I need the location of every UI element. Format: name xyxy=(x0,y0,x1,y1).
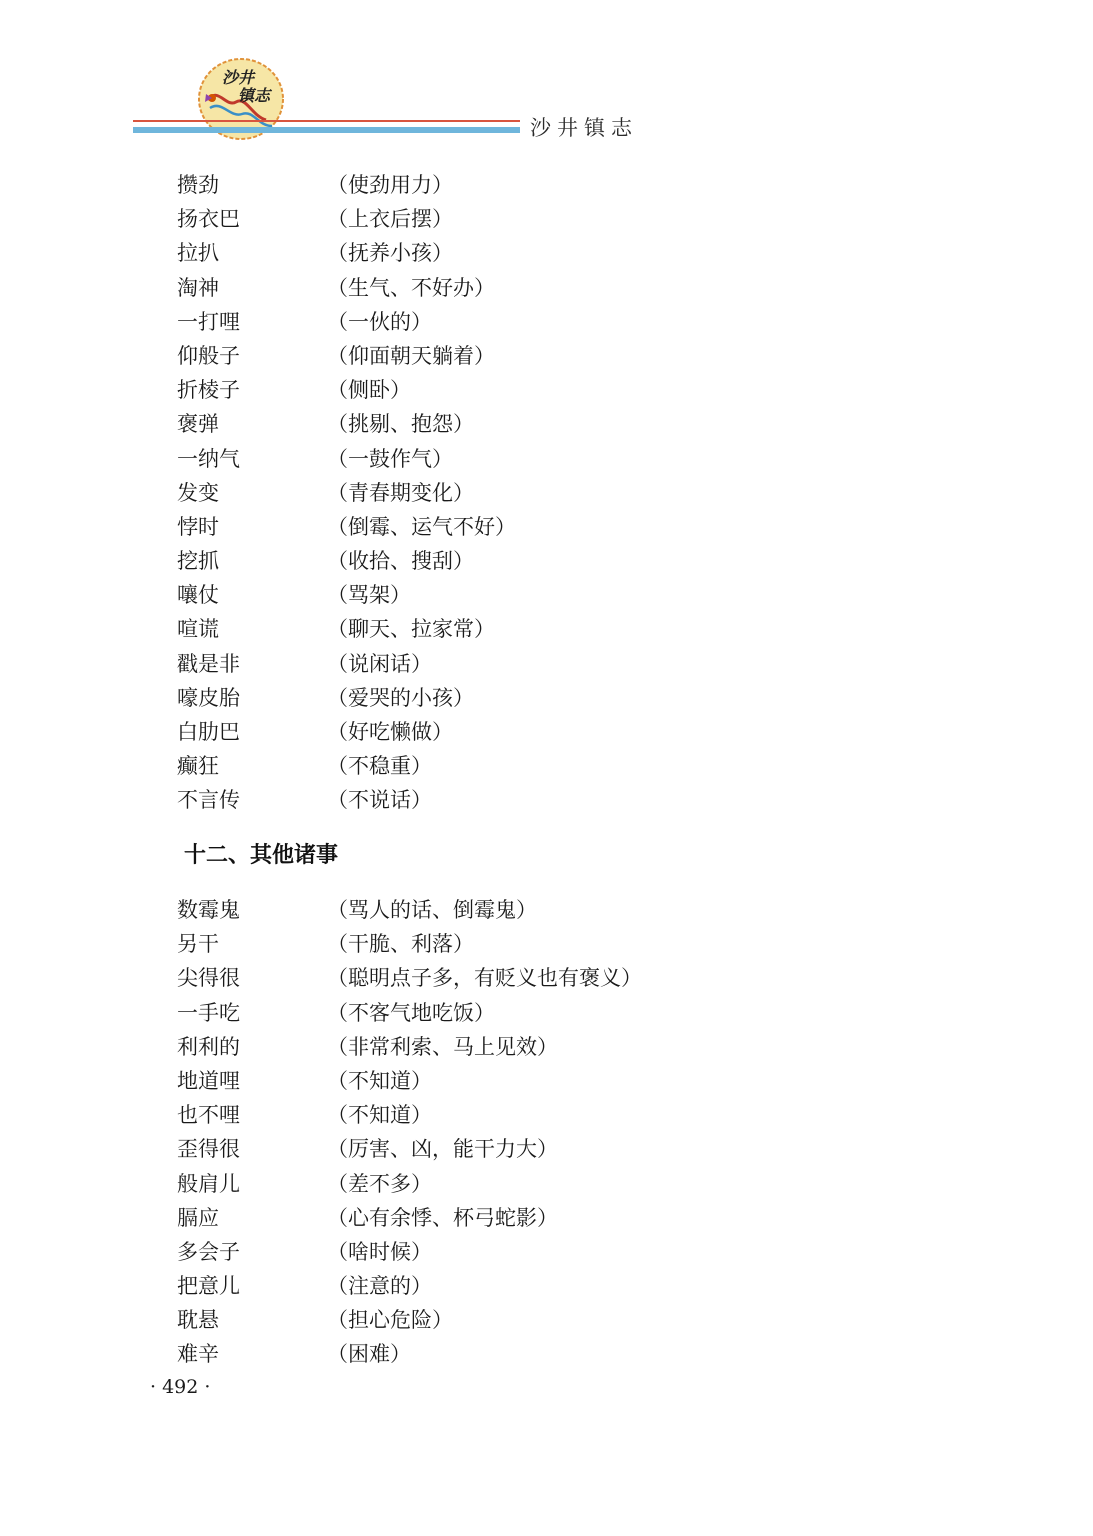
dialect-term: 发变 xyxy=(177,480,219,505)
dialect-gloss: （青春期变化） xyxy=(327,480,474,505)
dialect-gloss: （干脆、利落） xyxy=(327,932,474,957)
dialect-term: 褒弹 xyxy=(177,412,219,437)
dialect-gloss: （聪明点子多，有贬义也有褒义） xyxy=(327,966,642,991)
dialect-gloss: （骂人的话、倒霉鬼） xyxy=(327,898,537,922)
dialect-term: 癫狂 xyxy=(177,754,219,779)
dialect-term: 一纳气 xyxy=(177,446,240,471)
dialect-term: 喧谎 xyxy=(177,617,219,642)
dialect-gloss: （差不多） xyxy=(327,1171,432,1196)
dialect-term: 戳是非 xyxy=(177,651,240,676)
dialect-term: 耽悬 xyxy=(177,1308,219,1333)
dialect-term: 扬衣巴 xyxy=(177,207,240,232)
dialect-gloss: （非常利索、马上见效） xyxy=(327,1034,558,1059)
dialect-term: 一手吃 xyxy=(177,1000,240,1025)
dialect-gloss: （一鼓作气） xyxy=(327,446,453,471)
dialect-gloss: （侧卧） xyxy=(327,378,411,403)
header-blue-rule xyxy=(133,127,520,133)
dialect-gloss: （不知道） xyxy=(327,1103,432,1128)
dialect-term: 般肩儿 xyxy=(177,1171,240,1196)
dialect-term: 挖抓 xyxy=(177,549,219,574)
dialect-term: 不言传 xyxy=(177,788,240,813)
dialect-gloss: （爱哭的小孩） xyxy=(327,685,474,710)
dialect-gloss: （不知道） xyxy=(327,1068,432,1093)
dialect-term: 难辛 xyxy=(177,1342,219,1367)
dialect-term: 歪得很 xyxy=(177,1137,240,1162)
svg-text:沙井: 沙井 xyxy=(222,68,255,87)
dialect-gloss: （不稳重） xyxy=(327,754,432,779)
dialect-term: 多会子 xyxy=(177,1239,240,1264)
page-number: · 492 · xyxy=(150,1376,211,1398)
dialect-term: 数霉鬼 xyxy=(177,898,240,922)
dialect-gloss: （好吃懒做） xyxy=(327,720,453,744)
dialect-gloss: （担心危险） xyxy=(327,1308,453,1333)
svg-text:镇志: 镇志 xyxy=(238,86,271,105)
dialect-gloss: （上衣后摆） xyxy=(327,207,453,232)
dialect-gloss: （注意的） xyxy=(327,1274,432,1299)
dialect-term: 淘神 xyxy=(177,275,219,300)
dialect-term: 尖得很 xyxy=(177,966,240,991)
dialect-gloss: （心有余悸、杯弓蛇影） xyxy=(327,1205,558,1230)
dialect-gloss: （困难） xyxy=(327,1342,411,1367)
dialect-term: 攒劲 xyxy=(177,173,219,197)
running-header-title: 沙井镇志 xyxy=(530,116,638,140)
dialect-term: 仰般子 xyxy=(177,343,240,368)
dialect-term: 白肋巴 xyxy=(177,720,240,744)
dialect-term: 利利的 xyxy=(177,1034,240,1059)
dialect-term: 折棱子 xyxy=(177,378,240,403)
dialect-gloss: （聊天、拉家常） xyxy=(327,617,495,642)
dialect-gloss: （倒霉、运气不好） xyxy=(327,514,516,539)
page-header xyxy=(0,0,1093,150)
dialect-gloss: （生气、不好办） xyxy=(327,275,495,300)
dialect-gloss: （骂架） xyxy=(327,583,411,608)
dialect-term: 嚷仗 xyxy=(177,583,219,608)
dialect-gloss: （收拾、搜刮） xyxy=(327,549,474,574)
dialect-term: 拉扒 xyxy=(177,241,219,266)
dialect-gloss: （抚养小孩） xyxy=(327,241,453,266)
header-red-rule xyxy=(133,120,520,122)
dialect-gloss: （厉害、凶，能干力大） xyxy=(327,1137,558,1162)
dialect-term: 悖时 xyxy=(177,514,219,539)
dialect-gloss: （仰面朝天躺着） xyxy=(327,343,495,368)
dialect-gloss: （不说话） xyxy=(327,788,432,813)
dialect-gloss: （挑剔、抱怨） xyxy=(327,412,474,437)
dialect-gloss: （不客气地吃饭） xyxy=(327,1000,495,1025)
dialect-gloss: （说闲话） xyxy=(327,651,432,676)
dialect-gloss: （使劲用力） xyxy=(327,173,453,197)
dialect-term: 另干 xyxy=(177,932,219,957)
dialect-term: 地道哩 xyxy=(177,1068,240,1093)
dialect-term: 膈应 xyxy=(177,1205,219,1230)
dialect-term: 一打哩 xyxy=(177,309,240,334)
dialect-term: 也不哩 xyxy=(177,1103,240,1128)
section-heading: 十二、其他诸事 xyxy=(184,843,339,868)
dialect-term: 嚎皮胎 xyxy=(177,685,240,710)
dialect-gloss: （一伙的） xyxy=(327,309,432,334)
dialect-term: 把意儿 xyxy=(177,1274,240,1299)
dialect-gloss: （啥时候） xyxy=(327,1239,432,1264)
